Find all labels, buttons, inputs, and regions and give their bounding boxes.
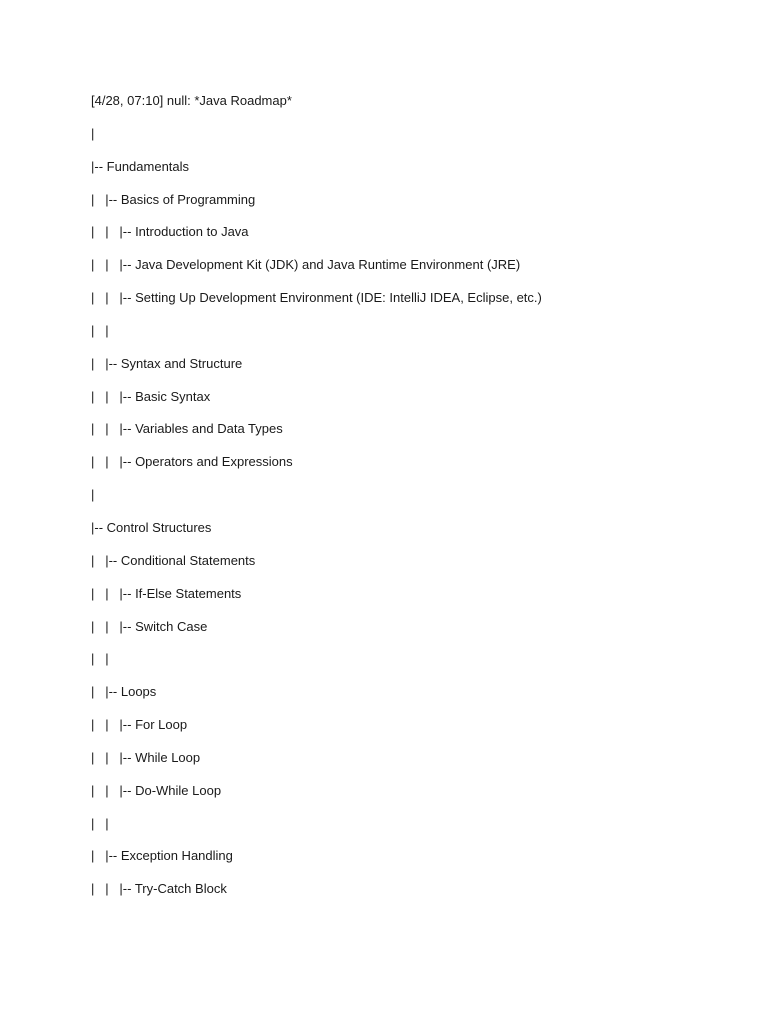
tree-line: | |	[91, 815, 109, 831]
tree-line: | | |-- For Loop	[91, 717, 188, 733]
tree-line: | |-- Conditional Statements	[91, 552, 256, 568]
tree-line: | | |-- Variables and Data Types	[91, 421, 283, 437]
tree-line: | | |-- Operators and Expressions	[91, 454, 293, 470]
tree-line: |	[91, 125, 95, 141]
tree-line: | |-- Exception Handling	[91, 848, 233, 864]
tree-line: | | |-- Java Development Kit (JDK) and Java Runtime Environment (JRE)	[91, 257, 521, 273]
tree-line: |-- Control Structures	[91, 519, 212, 535]
tree-line: | |	[91, 322, 109, 338]
tree-line: | |-- Syntax and Structure	[91, 355, 243, 371]
message-header: [4/28, 07:10] null: *Java Roadmap*	[91, 93, 292, 108]
tree-line: |-- Fundamentals	[91, 158, 190, 174]
tree-line: | |-- Basics of Programming	[91, 191, 256, 207]
tree-line: | | |-- Setting Up Development Environment (IDE: IntelliJ IDEA, Eclipse, etc.)	[91, 290, 542, 306]
tree-line: | |	[91, 651, 109, 667]
tree-line: | | |-- Do-While Loop	[91, 782, 222, 798]
tree-line: |	[91, 487, 95, 503]
tree-line: | | |-- Switch Case	[91, 618, 208, 634]
tree-line: | | |-- While Loop	[91, 749, 201, 765]
tree-line: | | |-- Try-Catch Block	[91, 881, 227, 897]
tree-line: | | |-- Basic Syntax	[91, 388, 211, 404]
document-body	[91, 91, 731, 912]
tree-line: | | |-- Introduction to Java	[91, 224, 249, 240]
tree-line: | | |-- If-Else Statements	[91, 585, 242, 601]
tree-line: | |-- Loops	[91, 684, 157, 700]
